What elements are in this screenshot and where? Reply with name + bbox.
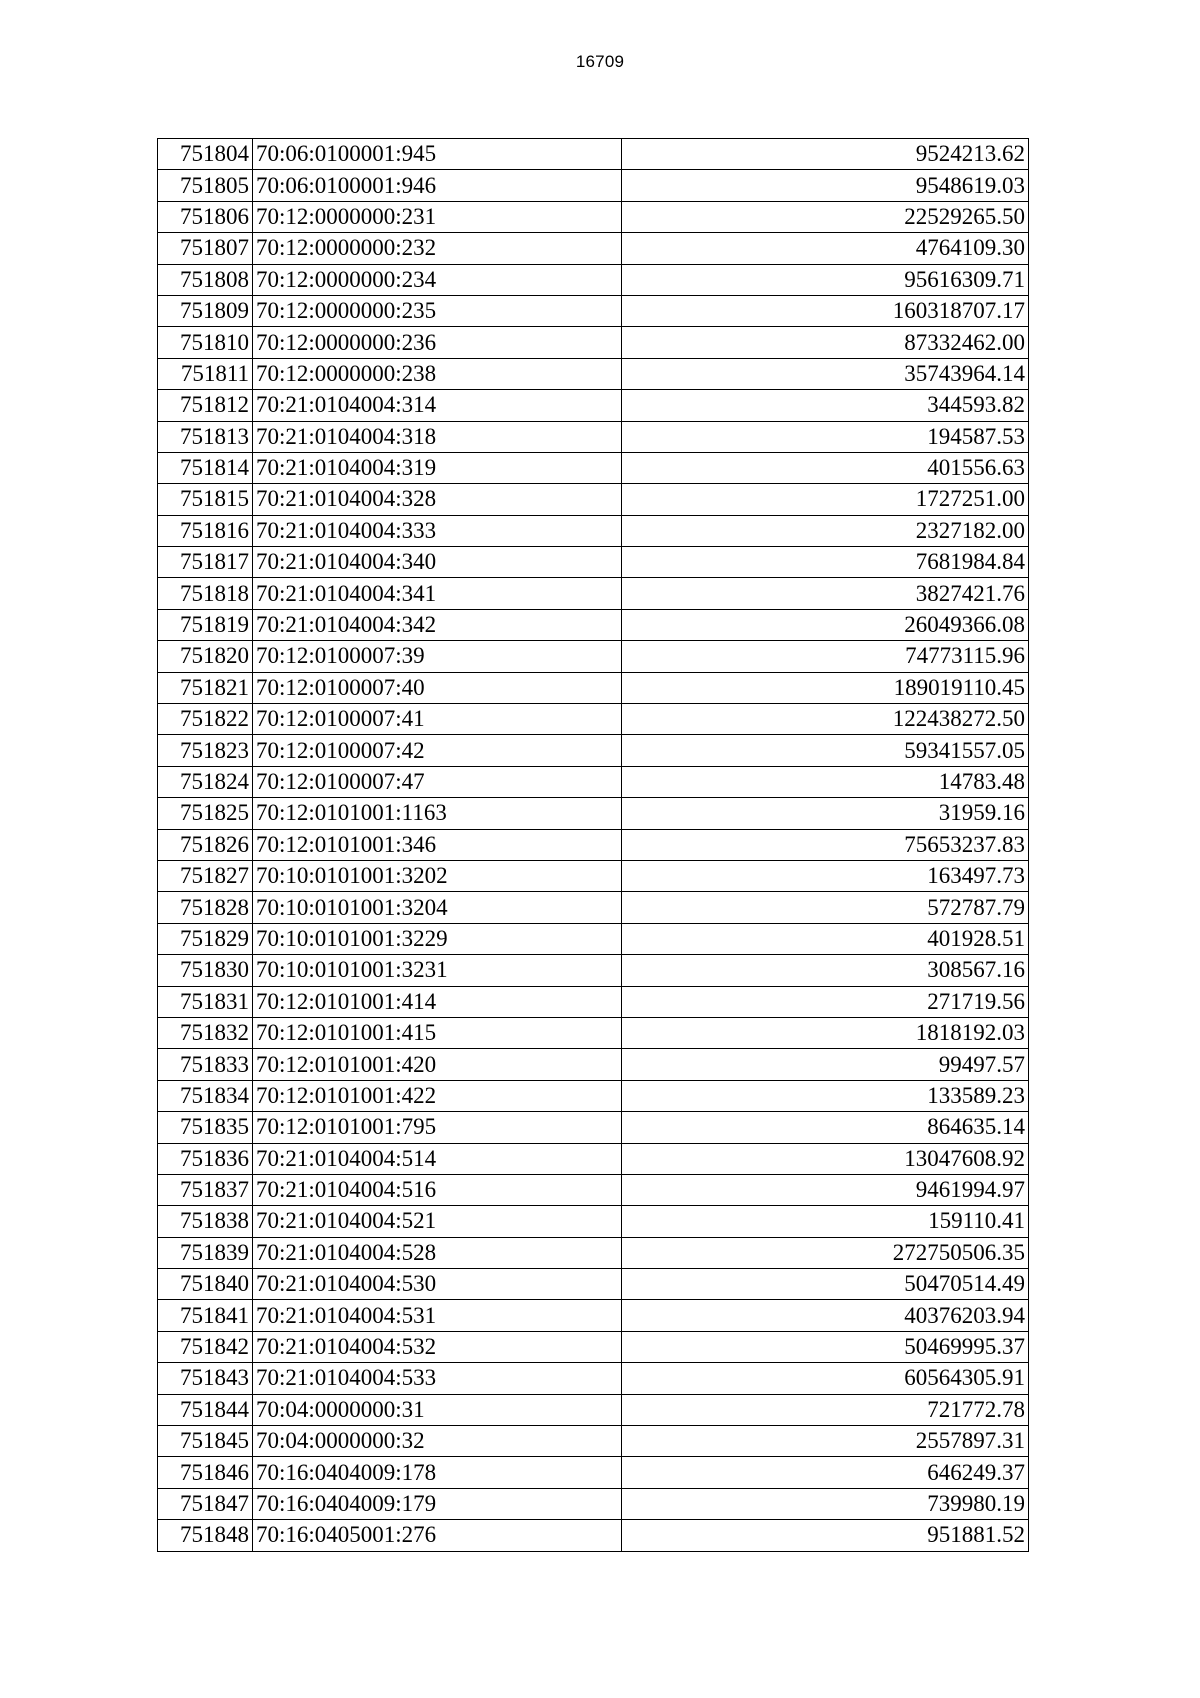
table-row [158, 1488, 1029, 1519]
value-cell: 35743964.14 [622, 358, 1029, 389]
table-row [158, 1017, 1029, 1048]
row-number-cell: 751827 [158, 860, 253, 891]
table-row [158, 1457, 1029, 1488]
table-row [158, 829, 1029, 860]
cadastral-number-cell: 70:10:0101001:3229 [253, 923, 622, 954]
value-cell: 3827421.76 [622, 578, 1029, 609]
table-row [158, 170, 1029, 201]
value-cell: 50470514.49 [622, 1269, 1029, 1300]
row-number-cell: 751837 [158, 1174, 253, 1205]
cadastral-number-cell: 70:06:0100001:945 [253, 139, 622, 170]
row-number-cell: 751808 [158, 264, 253, 295]
row-number-cell: 751824 [158, 766, 253, 797]
value-cell: 60564305.91 [622, 1363, 1029, 1394]
value-cell: 9524213.62 [622, 139, 1029, 170]
cadastral-number-cell: 70:21:0104004:314 [253, 390, 622, 421]
value-cell: 646249.37 [622, 1457, 1029, 1488]
cadastral-number-cell: 70:21:0104004:341 [253, 578, 622, 609]
value-cell: 308567.16 [622, 955, 1029, 986]
row-number-cell: 751847 [158, 1488, 253, 1519]
cadastral-number-cell: 70:12:0000000:235 [253, 295, 622, 326]
value-cell: 87332462.00 [622, 327, 1029, 358]
table-row [158, 1143, 1029, 1174]
cadastral-number-cell: 70:21:0104004:530 [253, 1269, 622, 1300]
table-row [158, 1049, 1029, 1080]
row-number-cell: 751810 [158, 327, 253, 358]
table-row [158, 1331, 1029, 1362]
row-number-cell: 751846 [158, 1457, 253, 1488]
row-number-cell: 751832 [158, 1017, 253, 1048]
table-row [158, 233, 1029, 264]
value-cell: 22529265.50 [622, 201, 1029, 232]
row-number-cell: 751836 [158, 1143, 253, 1174]
row-number-cell: 751822 [158, 704, 253, 735]
value-cell: 9548619.03 [622, 170, 1029, 201]
cadastral-number-cell: 70:12:0000000:232 [253, 233, 622, 264]
table-row [158, 1520, 1029, 1551]
table-row [158, 452, 1029, 483]
value-cell: 572787.79 [622, 892, 1029, 923]
value-cell: 7681984.84 [622, 547, 1029, 578]
value-cell: 344593.82 [622, 390, 1029, 421]
cadastral-number-cell: 70:12:0101001:346 [253, 829, 622, 860]
value-cell: 59341557.05 [622, 735, 1029, 766]
row-number-cell: 751828 [158, 892, 253, 923]
value-cell: 2327182.00 [622, 515, 1029, 546]
table-row [158, 421, 1029, 452]
value-cell: 951881.52 [622, 1520, 1029, 1551]
cadastral-number-cell: 70:21:0104004:319 [253, 452, 622, 483]
row-number-cell: 751845 [158, 1426, 253, 1457]
value-cell: 31959.16 [622, 798, 1029, 829]
cadastral-number-cell: 70:21:0104004:342 [253, 609, 622, 640]
row-number-cell: 751805 [158, 170, 253, 201]
cadastral-number-cell: 70:16:0404009:178 [253, 1457, 622, 1488]
row-number-cell: 751811 [158, 358, 253, 389]
table-row [158, 766, 1029, 797]
value-cell: 95616309.71 [622, 264, 1029, 295]
cadastral-number-cell: 70:21:0104004:528 [253, 1237, 622, 1268]
value-cell: 13047608.92 [622, 1143, 1029, 1174]
cadastral-number-cell: 70:21:0104004:531 [253, 1300, 622, 1331]
row-number-cell: 751816 [158, 515, 253, 546]
table-row [158, 609, 1029, 640]
registry-table [157, 138, 1029, 1552]
cadastral-number-cell: 70:21:0104004:532 [253, 1331, 622, 1362]
value-cell: 271719.56 [622, 986, 1029, 1017]
row-number-cell: 751804 [158, 139, 253, 170]
value-cell: 739980.19 [622, 1488, 1029, 1519]
table-row [158, 1206, 1029, 1237]
table-row [158, 1174, 1029, 1205]
row-number-cell: 751823 [158, 735, 253, 766]
row-number-cell: 751835 [158, 1112, 253, 1143]
table-row [158, 923, 1029, 954]
table-row [158, 390, 1029, 421]
cadastral-number-cell: 70:12:0101001:420 [253, 1049, 622, 1080]
cadastral-number-cell: 70:21:0104004:533 [253, 1363, 622, 1394]
row-number-cell: 751821 [158, 672, 253, 703]
value-cell: 721772.78 [622, 1394, 1029, 1425]
cadastral-number-cell: 70:12:0101001:422 [253, 1080, 622, 1111]
row-number-cell: 751839 [158, 1237, 253, 1268]
value-cell: 4764109.30 [622, 233, 1029, 264]
row-number-cell: 751815 [158, 484, 253, 515]
table-row [158, 201, 1029, 232]
value-cell: 189019110.45 [622, 672, 1029, 703]
row-number-cell: 751819 [158, 609, 253, 640]
table-row [158, 1426, 1029, 1457]
value-cell: 122438272.50 [622, 704, 1029, 735]
cadastral-number-cell: 70:12:0100007:42 [253, 735, 622, 766]
value-cell: 75653237.83 [622, 829, 1029, 860]
value-cell: 1818192.03 [622, 1017, 1029, 1048]
value-cell: 194587.53 [622, 421, 1029, 452]
row-number-cell: 751841 [158, 1300, 253, 1331]
cadastral-number-cell: 70:12:0100007:40 [253, 672, 622, 703]
table-row [158, 1237, 1029, 1268]
page-number: 16709 [575, 52, 625, 71]
cadastral-number-cell: 70:21:0104004:521 [253, 1206, 622, 1237]
cadastral-number-cell: 70:21:0104004:340 [253, 547, 622, 578]
cadastral-number-cell: 70:21:0104004:328 [253, 484, 622, 515]
table-row [158, 1080, 1029, 1111]
registry-table-body [158, 139, 1029, 1552]
cadastral-number-cell: 70:12:0101001:415 [253, 1017, 622, 1048]
value-cell: 9461994.97 [622, 1174, 1029, 1205]
row-number-cell: 751825 [158, 798, 253, 829]
row-number-cell: 751807 [158, 233, 253, 264]
cadastral-number-cell: 70:10:0101001:3202 [253, 860, 622, 891]
table-row [158, 1300, 1029, 1331]
table-row [158, 295, 1029, 326]
table-row [158, 892, 1029, 923]
cadastral-number-cell: 70:12:0100007:47 [253, 766, 622, 797]
row-number-cell: 751843 [158, 1363, 253, 1394]
value-cell: 160318707.17 [622, 295, 1029, 326]
value-cell: 1727251.00 [622, 484, 1029, 515]
row-number-cell: 751812 [158, 390, 253, 421]
cadastral-number-cell: 70:12:0000000:231 [253, 201, 622, 232]
value-cell: 14783.48 [622, 766, 1029, 797]
row-number-cell: 751829 [158, 923, 253, 954]
cadastral-number-cell: 70:10:0101001:3204 [253, 892, 622, 923]
cadastral-number-cell: 70:12:0000000:236 [253, 327, 622, 358]
table-row [158, 986, 1029, 1017]
table-row [158, 1269, 1029, 1300]
value-cell: 163497.73 [622, 860, 1029, 891]
value-cell: 864635.14 [622, 1112, 1029, 1143]
value-cell: 2557897.31 [622, 1426, 1029, 1457]
table-row [158, 484, 1029, 515]
table-row [158, 358, 1029, 389]
value-cell: 133589.23 [622, 1080, 1029, 1111]
value-cell: 50469995.37 [622, 1331, 1029, 1362]
table-row [158, 860, 1029, 891]
table-row [158, 1394, 1029, 1425]
cadastral-number-cell: 70:10:0101001:3231 [253, 955, 622, 986]
table-row [158, 798, 1029, 829]
table-row [158, 704, 1029, 735]
cadastral-number-cell: 70:06:0100001:946 [253, 170, 622, 201]
row-number-cell: 751809 [158, 295, 253, 326]
value-cell: 159110.41 [622, 1206, 1029, 1237]
table-row [158, 641, 1029, 672]
value-cell: 401928.51 [622, 923, 1029, 954]
value-cell: 401556.63 [622, 452, 1029, 483]
cadastral-number-cell: 70:12:0101001:1163 [253, 798, 622, 829]
row-number-cell: 751813 [158, 421, 253, 452]
table-row [158, 1363, 1029, 1394]
cadastral-number-cell: 70:04:0000000:32 [253, 1426, 622, 1457]
cadastral-number-cell: 70:21:0104004:333 [253, 515, 622, 546]
row-number-cell: 751840 [158, 1269, 253, 1300]
row-number-cell: 751834 [158, 1080, 253, 1111]
table-row [158, 1112, 1029, 1143]
cadastral-number-cell: 70:12:0000000:238 [253, 358, 622, 389]
cadastral-number-cell: 70:16:0404009:179 [253, 1488, 622, 1519]
cadastral-number-cell: 70:12:0000000:234 [253, 264, 622, 295]
table-row [158, 735, 1029, 766]
cadastral-number-cell: 70:21:0104004:516 [253, 1174, 622, 1205]
table-row [158, 515, 1029, 546]
cadastral-number-cell: 70:12:0100007:39 [253, 641, 622, 672]
row-number-cell: 751831 [158, 986, 253, 1017]
value-cell: 26049366.08 [622, 609, 1029, 640]
table-row [158, 327, 1029, 358]
value-cell: 74773115.96 [622, 641, 1029, 672]
cadastral-number-cell: 70:12:0101001:795 [253, 1112, 622, 1143]
value-cell: 99497.57 [622, 1049, 1029, 1080]
table-row [158, 547, 1029, 578]
row-number-cell: 751818 [158, 578, 253, 609]
table-row [158, 264, 1029, 295]
row-number-cell: 751844 [158, 1394, 253, 1425]
cadastral-number-cell: 70:16:0405001:276 [253, 1520, 622, 1551]
table-row [158, 578, 1029, 609]
row-number-cell: 751820 [158, 641, 253, 672]
row-number-cell: 751826 [158, 829, 253, 860]
row-number-cell: 751806 [158, 201, 253, 232]
row-number-cell: 751842 [158, 1331, 253, 1362]
cadastral-number-cell: 70:04:0000000:31 [253, 1394, 622, 1425]
table-row [158, 672, 1029, 703]
row-number-cell: 751838 [158, 1206, 253, 1237]
cadastral-number-cell: 70:12:0100007:41 [253, 704, 622, 735]
cadastral-number-cell: 70:12:0101001:414 [253, 986, 622, 1017]
row-number-cell: 751848 [158, 1520, 253, 1551]
row-number-cell: 751833 [158, 1049, 253, 1080]
row-number-cell: 751817 [158, 547, 253, 578]
row-number-cell: 751830 [158, 955, 253, 986]
table-row [158, 955, 1029, 986]
table-row [158, 139, 1029, 170]
row-number-cell: 751814 [158, 452, 253, 483]
value-cell: 40376203.94 [622, 1300, 1029, 1331]
value-cell: 272750506.35 [622, 1237, 1029, 1268]
cadastral-number-cell: 70:21:0104004:514 [253, 1143, 622, 1174]
cadastral-number-cell: 70:21:0104004:318 [253, 421, 622, 452]
